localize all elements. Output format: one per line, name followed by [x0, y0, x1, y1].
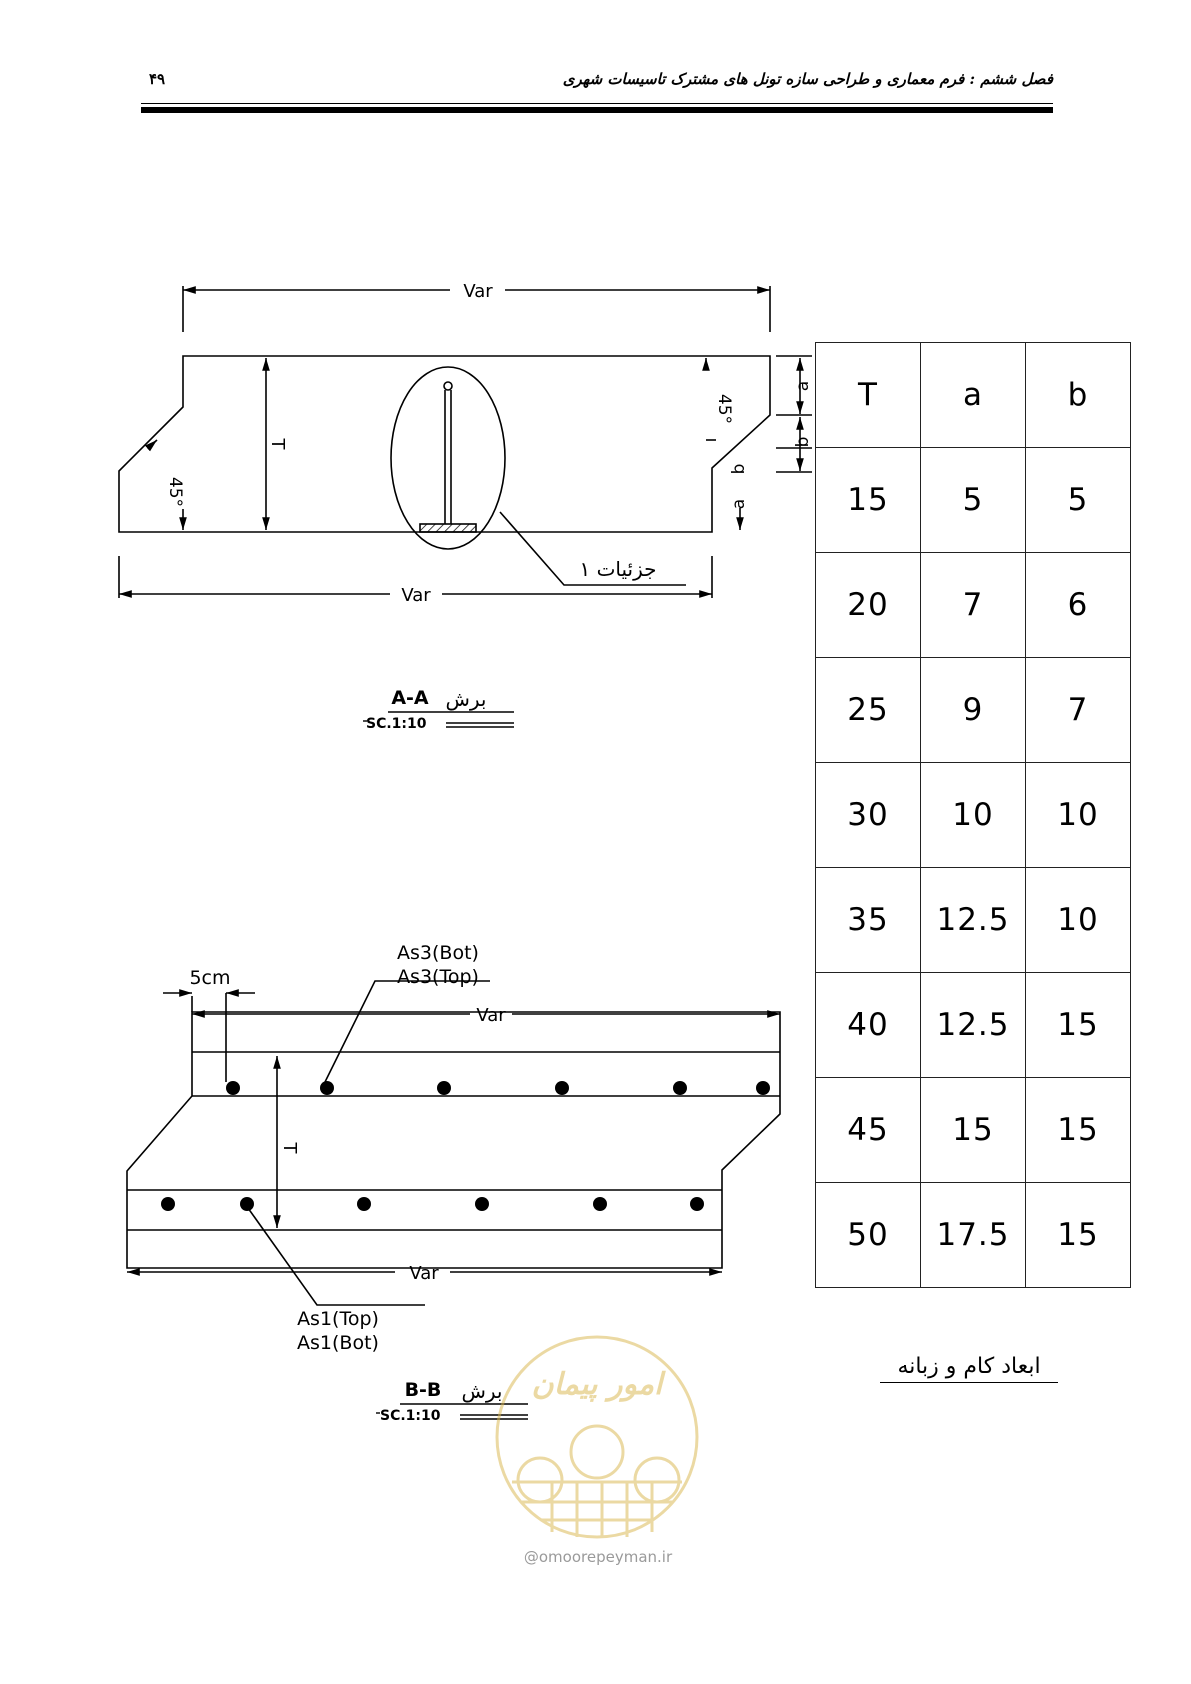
bb-bar-top — [673, 1081, 687, 1095]
bb-bar-top — [437, 1081, 451, 1095]
watermark-url: @omoorepeyman.ir — [523, 1548, 673, 1566]
table-cell: 5 — [921, 448, 1026, 553]
table-cell: 10 — [1026, 763, 1131, 868]
aa-label-a-bottom: a — [729, 498, 749, 510]
table-header-cell: b — [1026, 343, 1131, 448]
table-cell: 30 — [816, 763, 921, 868]
aa-label-b-top: b — [793, 436, 813, 448]
table-cell: 7 — [921, 553, 1026, 658]
detail-ellipse — [391, 367, 505, 549]
table-cell: 17.5 — [921, 1183, 1026, 1288]
bb-dim-top-label: Var — [476, 1005, 506, 1026]
aa-dim-bottom-label: Var — [401, 585, 431, 606]
aa-label-t: T — [267, 438, 288, 450]
table-cell: 9 — [921, 658, 1026, 763]
table-row — [816, 553, 1131, 658]
bb-caption-code: B-B — [404, 1379, 442, 1401]
table-cell: 50 — [816, 1183, 921, 1288]
aa-label-a-top: a — [793, 380, 813, 392]
aa-dim-top-label: Var — [463, 281, 493, 302]
table-row — [816, 1078, 1131, 1183]
aa-label-b-bottom: b — [729, 463, 749, 475]
table-row — [816, 658, 1131, 763]
bb-bar-bottom — [240, 1197, 254, 1211]
aa-caption-code: A-A — [391, 687, 429, 709]
aa-caption-word: برش — [445, 687, 487, 711]
bb-bar-top — [555, 1081, 569, 1095]
table-row — [816, 448, 1131, 553]
table-cell: 25 — [816, 658, 921, 763]
aa-scale: SC.1:10 — [366, 716, 427, 732]
table-cell: 15 — [816, 448, 921, 553]
table-row — [816, 868, 1131, 973]
bb-as3-bot: As3(Bot) — [397, 942, 479, 964]
table-cell: 15 — [1026, 1183, 1131, 1288]
bb-scale: SC.1:10 — [380, 1408, 441, 1424]
bb-dim-5cm: 5cm — [189, 967, 231, 989]
table-cell: 20 — [816, 553, 921, 658]
bb-as1-top: As1(Top) — [297, 1308, 379, 1330]
dimension-table — [815, 342, 1131, 1288]
bb-bar-bottom — [593, 1197, 607, 1211]
bb-dim-bottom-label: Var — [409, 1263, 439, 1284]
table-cell: 10 — [921, 763, 1026, 868]
table-cell: 10 — [1026, 868, 1131, 973]
bb-bar-top — [320, 1081, 334, 1095]
bb-bar-bottom — [357, 1197, 371, 1211]
watermark-logo-text: امور پیمان — [531, 1367, 663, 1402]
table-row — [816, 763, 1131, 868]
table-cell: 35 — [816, 868, 921, 973]
chapter-title: فصل ششم : فرم معماری و طراحی سازه تونل های مشترک تاسیسات شهری — [562, 70, 1053, 88]
table-row — [816, 1183, 1131, 1288]
table-header-row — [816, 343, 1131, 448]
aa-angle-right: 45° — [714, 393, 734, 425]
bb-as3-top: As3(Top) — [397, 966, 479, 988]
table-cell: 45 — [816, 1078, 921, 1183]
table-header-cell: a — [921, 343, 1026, 448]
bb-bar-bottom — [161, 1197, 175, 1211]
page-number: ۴۹ — [149, 70, 166, 88]
table-cell: 15 — [1026, 1078, 1131, 1183]
table-cell: 15 — [921, 1078, 1026, 1183]
bb-bar-bottom — [690, 1197, 704, 1211]
table-row — [816, 973, 1131, 1078]
table-caption: ابعاد کام و زبانه — [880, 1354, 1058, 1383]
bb-bar-bottom — [475, 1197, 489, 1211]
bb-bar-top — [756, 1081, 770, 1095]
table-cell: 5 — [1026, 448, 1131, 553]
bb-bar-top — [226, 1081, 240, 1095]
table-cell: 12.5 — [921, 973, 1026, 1078]
aa-angle-left: 45° — [165, 476, 185, 508]
bb-label-t: T — [279, 1142, 300, 1154]
table-cell: 40 — [816, 973, 921, 1078]
table-cell: 15 — [1026, 973, 1131, 1078]
table-cell: 6 — [1026, 553, 1131, 658]
watermark-logo — [492, 1332, 702, 1542]
aa-detail-label: جزئیات ۱ — [579, 557, 657, 581]
bb-as1-bot: As1(Bot) — [297, 1332, 379, 1354]
bb-caption-word: برش — [461, 1379, 503, 1403]
table-cell: 7 — [1026, 658, 1131, 763]
table-header-cell: T — [816, 343, 921, 448]
table-cell: 12.5 — [921, 868, 1026, 973]
